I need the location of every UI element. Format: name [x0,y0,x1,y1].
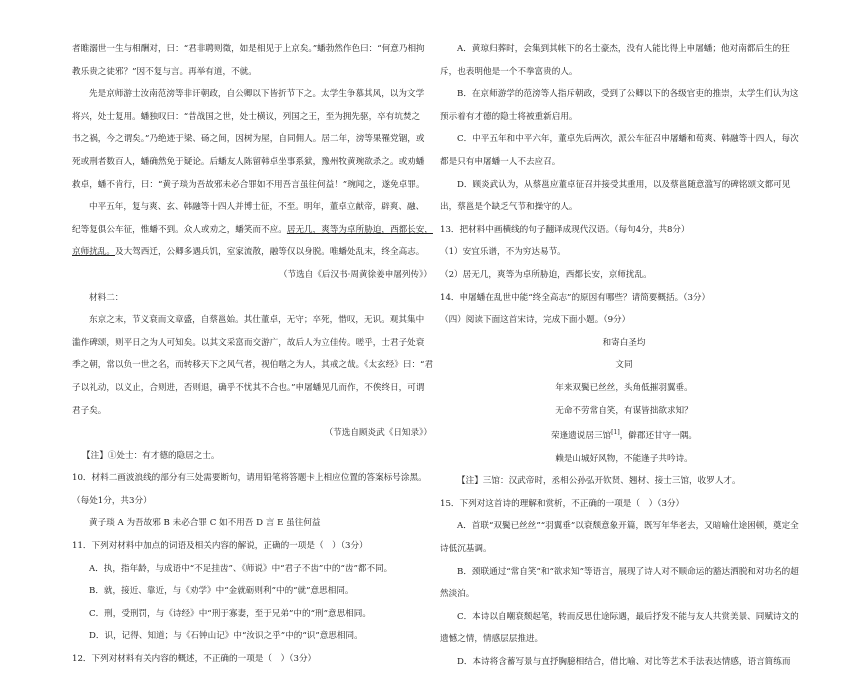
text-line: 都是只有申屠蟠一人不去应召。 [440,156,561,167]
section-heading: （四）阅读下面这首宋诗，完成下面小题。（9分） [440,315,631,326]
question-15: 15．下列对这首诗的理解和赏析，不正确的一项是（ ）（3分） [440,498,685,509]
poem-text: 荣逢遗说居三馆 [550,430,612,441]
text-line: 子以礼动，以义止，合则进，否则退，确乎不忧其不合也。”申屠蟠见几而作，不俟终日，可谓 [72,382,425,393]
option-b: B．在京师游学的范滂等人指斥朝政，受到了公卿以下的各级官吏的推崇，太学生们认为这 [457,89,799,100]
text-line: 君子矣。 [72,405,107,416]
option-c: C．刑，受刑罚，与《诗经》中“刑于寡妻，至于兄弟”中的“刑”意思相同。 [89,608,371,619]
poem-line: 年来双鬓已丝丝，头角低摧羽翼垂。 [555,382,693,393]
question-10-options: 黄子琰 A 为吾故邪 B 未必合罪 C 如不用吾 D 言 E 虽往何益 [89,518,321,529]
question-11: 11．下列对材料中加点的词语及相关内容的解说，正确的一项是（ ）（3分） [72,541,368,552]
text-line: 先是京师游士汝南范滂等非讦朝政，自公卿以下皆折节下之。太学生争慕其风，以为文学 [89,89,425,100]
option-b: B．就，接近、靠近，与《劝学》中“金就砺则利”中的“就”意思相同。 [89,586,354,597]
option-b: B．颈联通过“常自笑”和“欲求知”等语言，展现了诗人对不顺命运的豁达洒脱和对功名的超 [457,566,799,577]
question-10: 10．材料二画波浪线的部分有三处需要断句，请用铅笔将答题卡上相应位置的答案标号涂黑。 [72,473,427,484]
underlined-sentence: 京师扰乱。 [72,247,115,258]
source-citation: （节选自顾炎武《日知录》） [324,428,432,439]
text-line: 然淡泊。 [440,589,475,600]
material-title: 材料二： [89,292,124,303]
option-d: D．本诗将含蓄写景与直抒胸臆相结合，借比喻、对比等艺术手法表达情感，语言简练而 [457,656,791,667]
option-d: D．顾炎武认为，从蔡邕应董卓征召并接受其重用，以及蔡邕随意滥写的碑铭颂文都可见 [457,179,791,190]
poem-line [440,422,808,447]
text-line: 救卓，蟠不肯行，曰：“黄子琰为吾故邪未必合罪如不用吾言虽往何益！”琬闻之，遂免卓罪。 [72,179,425,190]
option-d: D．识，记得、知道；与《石钟山记》中“汝识之乎”中的“识”意思相同。 [89,631,363,642]
text-line: 死或刑者数百人，蟠确然免于疑论。后蟠友人陈留韩卓坐事系狱，豫州牧黄琬欲杀之。或劝蟠 [72,156,425,167]
text-line: 者睢溺世一生与相酬对，曰：“君非聘则徵，如是相见于上京矣。”蟠勃然作色曰：“何意乃相拘 [72,44,425,54]
option-a: A．黄琼归葬时，会集到其帐下的名士豪杰，没有人能比得上申屠蟠；他对南都后生的狂 [457,44,790,54]
poem-author: 文同 [615,360,633,371]
annotation-note: 【注】①处士：有才德的隐居之士。 [82,450,220,461]
text-line: 遗憾之情，情感层层推进。 [440,634,544,645]
text-line: 预示着有才德的隐士将被重新启用。 [440,111,578,122]
question-12: 12．下列对材料有关内容的概述，不正确的一项是（ ）（3分） [72,654,317,665]
poem-title: 和寄白圣均 [602,337,646,348]
text-line: 中平五年，复与爽、玄、韩融等十四人并博士征，不至。明年，董卓立献帝，辟爽、融、 [89,202,425,213]
source-citation: （节选自《后汉书·周黄徐姜申屠列传》） [278,269,432,280]
poem-text: ，僻郡还甘守一隅。 [619,430,698,441]
text-span: 及大驾西迁，公卿多遇兵饥，室家流散，融等仅以身脱。唯蟠处乱末，终全高志。 [114,247,425,258]
text-line [72,219,442,242]
option-a: A．执，指年龄，与成语中“不足挂齿”、《师说》中“君子不齿”中的“齿”都不同。 [89,563,393,574]
option-a: A．首联“双鬓已丝丝”“羽翼垂”以衰颓意象开篇，既写年华老去，又暗喻仕途困顿，奠定全 [457,521,799,532]
poem-note: 【注】三馆：汉武帝时，丞相公孙弘开钦贤、翘材、接士三馆，收罗人才。 [457,476,741,487]
poem-line: 赖是山城好风物，不能逢子共吟诗。 [555,453,693,464]
question-13: 13．把材料中画横线的句子翻译成现代汉语。（每句4分，共8分） [440,224,690,235]
text-line: 教乐贵之徒邪？”因不复与言。再举有道，不就。 [72,66,257,77]
text-line: 东京之末，节义衰而文章盛，自蔡邕始。其仕董卓，无守；卒死，惜叹，无识。观其集中 [89,315,425,326]
underlined-sentence: 居无几，爽等为卓所胁迫，西都长安， [286,224,433,235]
question-13-part1: （1）安宜乐谱，不为穷达易节。 [440,247,566,258]
option-c: C．中平五年和中平六年，董卓先后两次，派公车征召申屠蟠和荀爽、韩融等十四人，每次 [457,134,799,145]
text-line: 滥作碑颂，则平日之为人可知矣。以其文采富而交游广，故后人为立佳传。嗟乎，士君子处衰 [72,337,425,348]
left-column [72,38,442,671]
text-line [72,241,442,264]
option-c: C．本诗以自嘲衰颓起笔，转而反思仕途际遇，最后抒发不能与友人共赏美景、同赋诗文的 [457,611,799,622]
poem-line: 无命不劳常自笑，有谋皆拙欲求知？ [555,405,693,416]
text-line: 出，蔡邕是个缺乏气节和操守的人。 [440,202,578,213]
text-line: 将兴，处士复用。蟠独叹曰：“昔战国之世，处士横议，列国之王，至为拥先驱，卒有坑焚之 [72,111,421,122]
text-line: 诗低沉基调。 [440,543,492,554]
question-13-part2: （2）居无几，爽等为卓所胁迫，西都长安，京师扰乱。 [440,269,652,280]
text-span: 纪等复俱公车征，惟蟠不到。众人或劝之，蟠笑而不应。 [72,224,287,235]
text-line: 书之祸，今之谓矣。”乃绝迹于梁、砀之间，因树为屋，自同佣人。居二年，滂等果罹党锢，或 [72,134,425,145]
question-14: 14．申屠蟠在乱世中能“终全高志”的原因有哪些？请简要概括。（3分） [440,292,711,303]
footnote-marker: [1] [611,429,620,437]
text-line: 季之朝，常以负一世之名，而转移天下之风气者，视伯喈之为人，其戒之哉。《太玄经》曰：“君 [72,360,434,371]
right-column [440,38,808,673]
question-10-score: （每处1分，共3分） [72,495,152,506]
text-line: 斥，也表明他是一个不拳富贵的人。 [440,66,578,77]
